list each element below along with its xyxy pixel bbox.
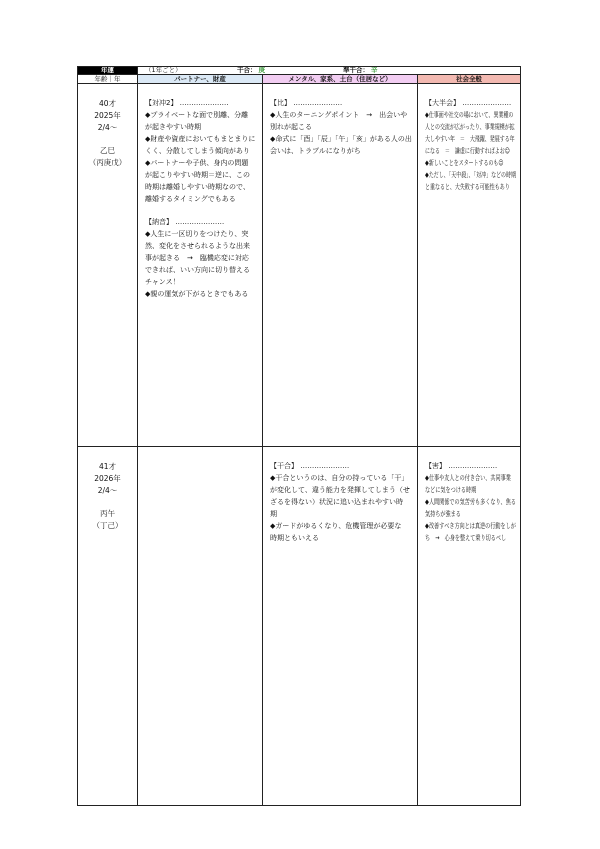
block-heading: 【害】 ………………… [425,462,498,470]
year-label: 2025年 [94,111,121,120]
fortune-block-gai [425,460,516,544]
table-title-cell [78,67,138,75]
kanshi-label: 丙午 [100,509,115,518]
column-header-mental [263,75,418,84]
fortune-block-kangou [270,460,413,544]
column-header-partner-label: パートナー、財産 [174,75,226,83]
spacer [78,134,137,145]
row-2025-mental-cell [263,84,418,447]
start-date-label: 2/4～ [97,486,118,495]
column-header-society-label: 社会全般 [456,75,482,83]
fortune-block-taichu [145,97,258,205]
block-body: ◆仕事面や社交の場において、異業種の 人との交流が広がったり、事業規模が拡 大しやすい年 ＝ 大飛躍、発展する年 になる ＝ 謙虚に行動すればよお☺ ◆新しいことをスタートするのも☺ ◆ただし、「天中殺」、「対冲」などの時期 と重なると、大失敗する可能性もあり [425,111,516,191]
jun-kangou-label: 準干合： [343,67,369,74]
zoukan-label: （丁己） [92,521,123,530]
header-info-row [138,67,521,75]
block-heading: 【干合】 ………………… [270,462,350,470]
fortune-block-hi [270,97,413,157]
period-note: （1年ごと） [145,67,182,74]
start-date-label: 2/4～ [97,123,118,132]
column-header-age-year-label: 年齢｜年 [94,75,121,83]
kanshi-label: 乙巳 [100,146,115,155]
block-body: ◆人生に一区切りをつけたり、突 然、変化をさせられるような出来 事が起きる → 臨機応変に対応 できれば、いい方向に切り替える チャンス！ ◆親の運気が下がるときでもある [145,230,250,298]
row-2025-age-year-cell [78,84,138,447]
table-title: 年運 [101,67,114,74]
row-2026-partner-cell [138,447,263,806]
row-2025-society-cell [418,84,521,447]
block-heading: 【大半会】 ………………… [425,99,512,107]
fortune-block-daihankai [425,97,516,193]
block-heading: 【比】 ………………… [270,99,343,107]
jun-kangou-value: 辛 [371,67,378,74]
zoukan-label: （丙庚戊） [88,158,127,167]
kangou-value: 庚 [258,67,265,74]
column-header-age-year [78,75,138,84]
block-body: ◆干合というのは、自分の持っている「干」 が変化して、違う能力を発揮してしまう（せ ざるを得ない）状況に追い込まれやすい時 期 ◆ガードがゆるくなり、危機管理が必要な 時期ともいえる [270,474,410,542]
block-heading: 【対冲2】 ………………… [145,99,229,107]
block-heading: 【納音】 ………………… [145,218,225,226]
column-header-society [418,75,521,84]
age-label: 40才 [98,99,117,108]
kangou-info [237,67,265,74]
column-header-partner [138,75,263,84]
row-2025-partner-cell [138,84,263,447]
kangou-label: 干合： [237,67,257,74]
column-header-mental-label: メンタル、家系、土台（住居など） [288,75,392,83]
block-body: ◆仕事や友人との付き合い、共同事業 などに気をつける時期 ◆人間関係での気苦労も多くなり、焦る 気持ちが強まる ◆改善すべき方向とは真逆の行動をしが ち → 心身を整えて乗り切るべし [425,474,516,542]
jun-kangou-info [343,67,378,74]
year-label: 2026年 [94,474,121,483]
row-2026-mental-cell [263,447,418,806]
row-2026-age-year-cell [78,447,138,806]
block-body: ◆人生のターニングポイント → 出会いや 別れが起こる ◆命式に「酉」「辰」「午」「亥」がある人の出 会いは、トラブルになりがち [270,111,412,155]
block-body: ◆プライベートな面で別離、分離 が起きやすい時期 ◆財産や資産においてもまとまりに くく、分散してしまう傾向があり ◆パートナーや子供、身内の問題 が起こりやすい時期＝逆に、この 時期は離婚しやすい時期なので、 離婚するタイミングでもある [145,111,256,203]
fortune-block-nacchin [145,216,258,300]
row-2026-society-cell [418,447,521,806]
age-label: 41才 [98,462,117,471]
spacer [78,497,137,508]
annual-fortune-table [77,66,521,806]
